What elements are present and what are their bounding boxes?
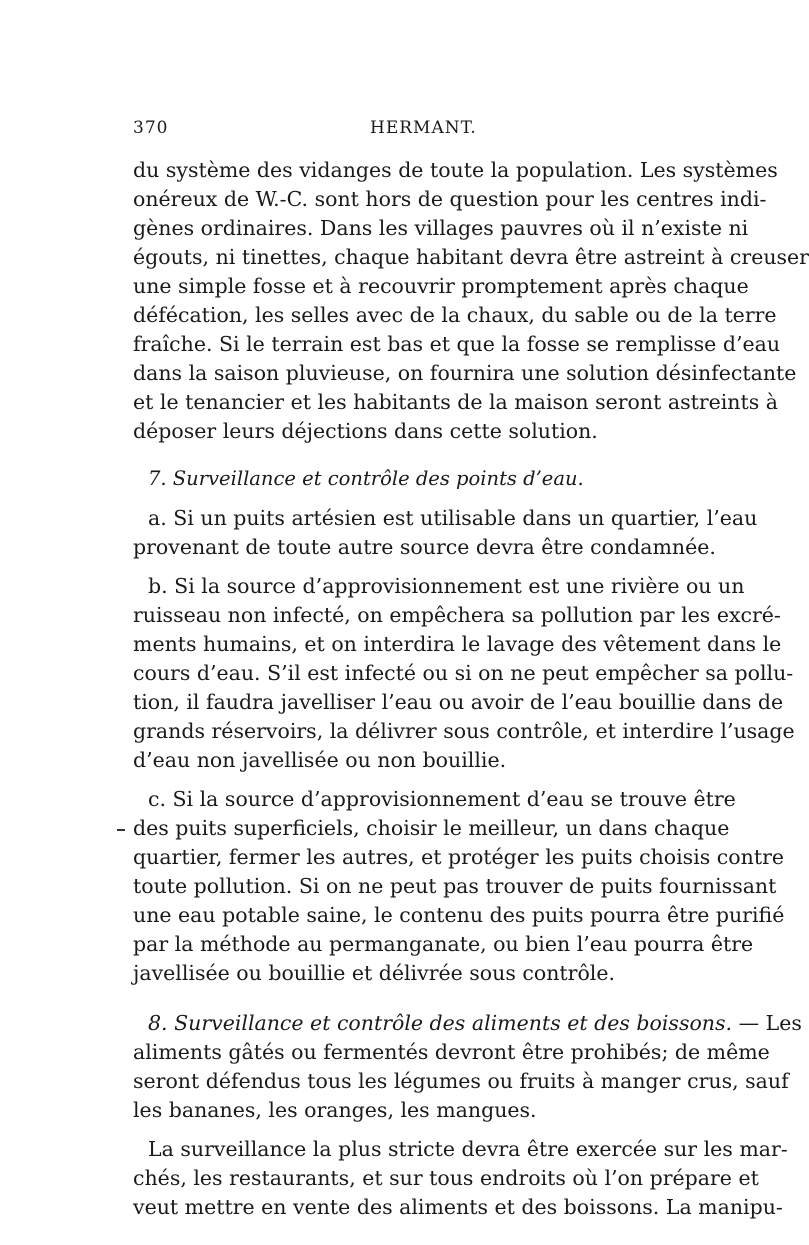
- text-line: toute pollution. Si on ne peut pas trouver de puits fournissant: [133, 874, 777, 898]
- text-line: chés, les restaurants, et sur tous endroits où l’on prépare et: [133, 1166, 759, 1190]
- text-line: d’eau non javellisée ou non bouillie.: [133, 748, 507, 772]
- section-heading-8: [148, 1008, 802, 1038]
- text-line: fraîche. Si le terrain est bas et que la fosse se remplisse d’eau: [133, 332, 781, 356]
- text-line: par la méthode au permanganate, ou bien l’eau pourra être: [133, 932, 754, 956]
- text-line: quartier, fermer les autres, et protéger les puits choisis contre: [133, 845, 784, 869]
- text-line: ments humains, et on interdira le lavage des vêtement dans le: [133, 632, 782, 656]
- text-line: dans la saison pluvieuse, on fournira une solution désinfectante: [133, 361, 797, 385]
- text-line: provenant de toute autre source devra être condamnée.: [133, 535, 716, 559]
- running-title: HERMANT.: [370, 118, 477, 138]
- text-line: une simple fosse et à recouvrir promptement après chaque: [133, 274, 749, 298]
- text-line: onéreux de W.-C. sont hors de question pour les centres indi-: [133, 187, 767, 211]
- text-line: une eau potable saine, le contenu des puits pourra être purifié: [133, 903, 785, 927]
- section-heading-8-rest: — Les: [738, 1011, 802, 1035]
- text-line: c. Si la source d’approvisionnement d’eau se trouve être: [148, 787, 736, 811]
- text-line: du système des vidanges de toute la population. Les systèmes: [133, 158, 778, 182]
- page-number: 370: [133, 118, 169, 138]
- text-line: veut mettre en vente des aliments et des boissons. La manipu-: [133, 1195, 783, 1219]
- text-line: grands réservoirs, la délivrer sous contrôle, et interdire l’usage: [133, 719, 795, 743]
- text-line: aliments gâtés ou fermentés devront être prohibés; de même: [133, 1040, 770, 1064]
- text-line: et le tenancier et les habitants de la maison seront astreints à: [133, 390, 779, 414]
- text-line: b. Si la source d’approvisionnement est une rivière ou un: [148, 574, 745, 598]
- text-line: des puits superficiels, choisir le meilleur, un dans chaque: [133, 816, 730, 840]
- section-heading-7: 7. Surveillance et contrôle des points d’eau.: [148, 467, 584, 490]
- text-line: a. Si un puits artésien est utilisable dans un quartier, l’eau: [148, 506, 758, 530]
- margin-mark: [117, 829, 125, 831]
- text-line: égouts, ni tinettes, chaque habitant devra être astreint à creuser: [133, 245, 809, 269]
- text-line: défécation, les selles avec de la chaux, du sable ou de la terre: [133, 303, 777, 327]
- section-heading-8-title: 8. Surveillance et contrôle des aliments et des boissons.: [148, 1011, 739, 1035]
- text-line: ruisseau non infecté, on empêchera sa pollution par les excré-: [133, 603, 781, 627]
- text-line: cours d’eau. S’il est infecté ou si on ne peut empêcher sa pollu-: [133, 661, 794, 685]
- text-line: déposer leurs déjections dans cette solution.: [133, 419, 598, 443]
- text-line: tion, il faudra javelliser l’eau ou avoir de l’eau bouillie dans de: [133, 690, 784, 714]
- text-line: La surveillance la plus stricte devra être exercée sur les mar-: [148, 1137, 788, 1161]
- text-line: gènes ordinaires. Dans les villages pauvres où il n’existe ni: [133, 216, 749, 240]
- text-line: javellisée ou bouillie et délivrée sous contrôle.: [133, 961, 615, 985]
- text-line: les bananes, les oranges, les mangues.: [133, 1098, 537, 1122]
- text-line: seront défendus tous les légumes ou fruits à manger crus, sauf: [133, 1069, 789, 1093]
